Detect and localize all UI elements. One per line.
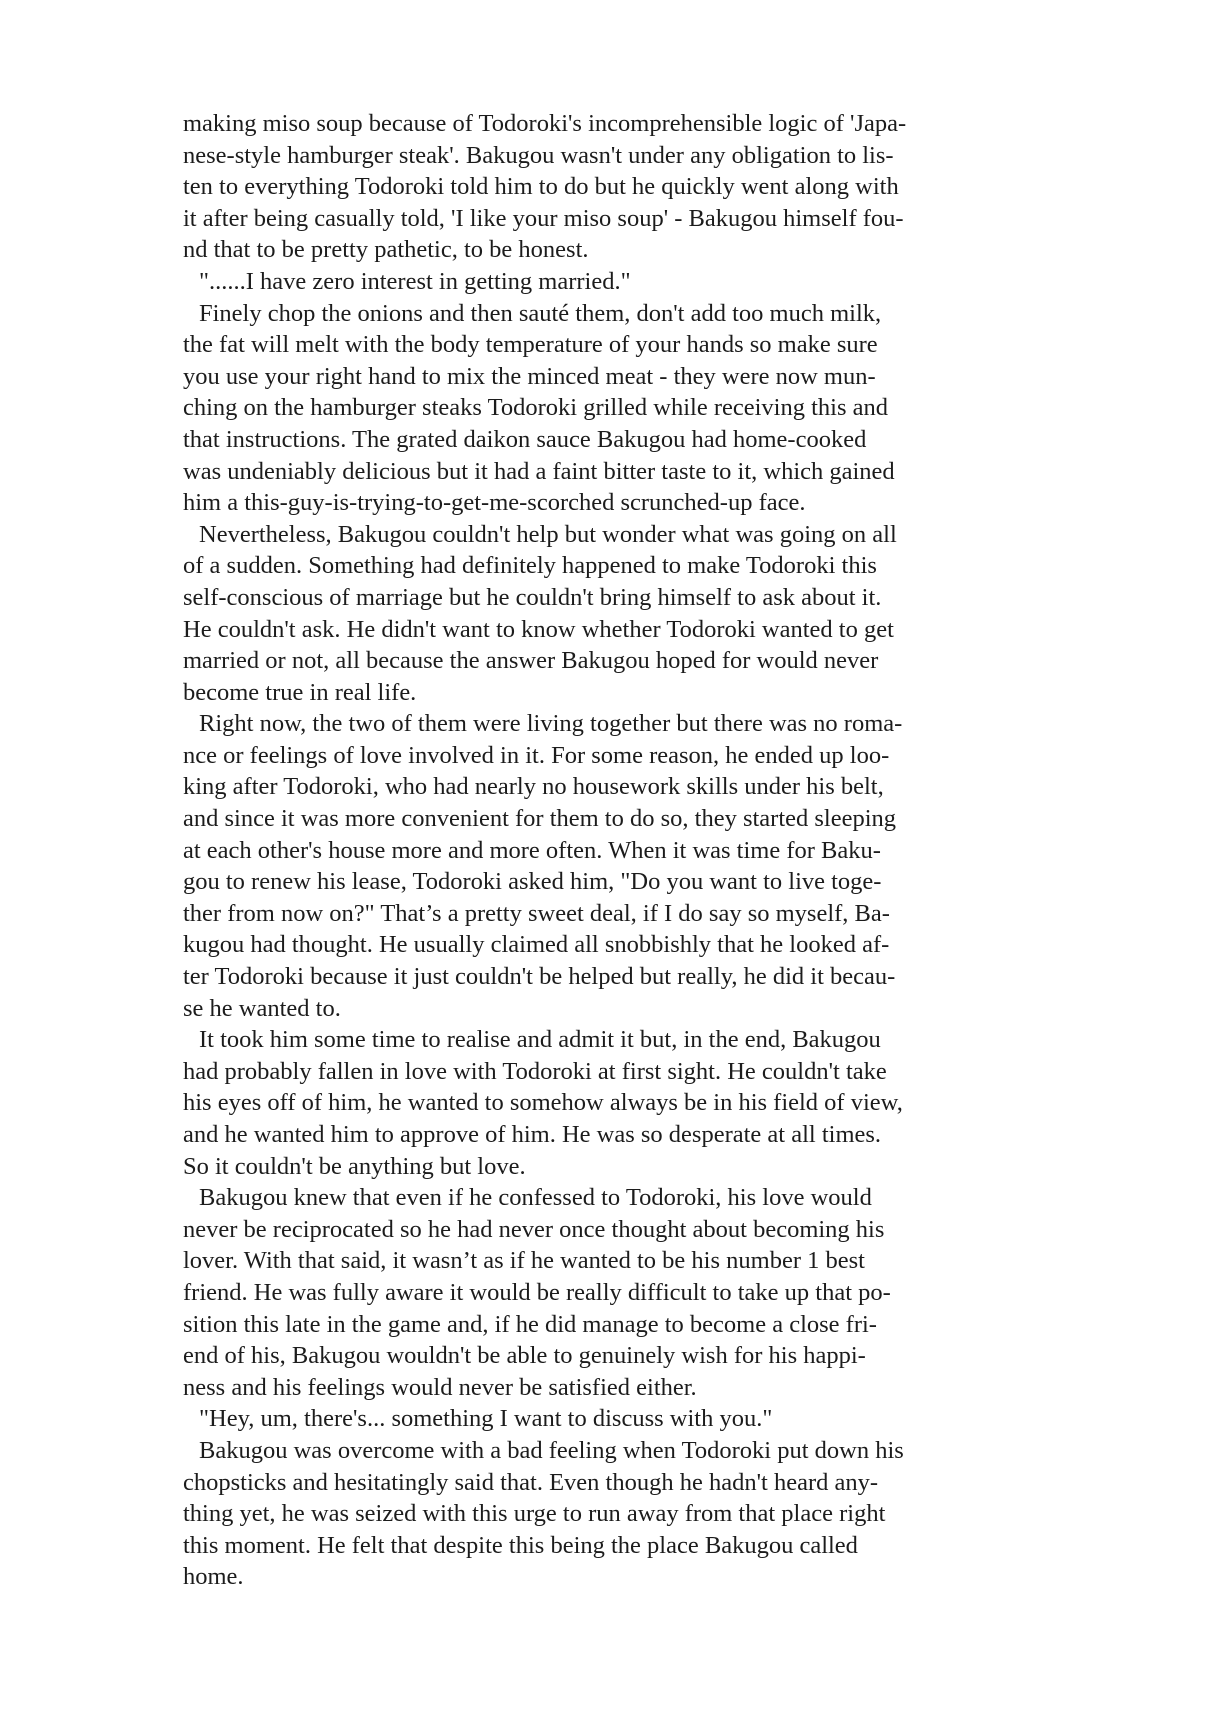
text-line: king after Todoroki, who had nearly no housework skills under his belt, — [183, 773, 884, 801]
text-line: Finely chop the onions and then sauté them, don't add too much milk, — [199, 299, 882, 327]
document-page — [183, 108, 1043, 1593]
text-line: at each other's house more and more often. When it was time for Baku- — [183, 836, 881, 864]
text-line: se he wanted to. — [183, 994, 341, 1022]
text-line: ther from now on?" That’s a pretty sweet deal, if I do say so myself, Ba- — [183, 899, 890, 927]
text-line: gou to renew his lease, Todoroki asked him, "Do you want to live toge- — [183, 868, 882, 896]
text-line: you use your right hand to mix the minced meat - they were now mun- — [183, 362, 876, 390]
text-line: thing yet, he was seized with this urge to run away from that place right — [183, 1500, 886, 1528]
text-line: home. — [183, 1563, 244, 1591]
text-line: ten to everything Todoroki told him to do but he quickly went along with — [183, 173, 899, 201]
text-line: sition this late in the game and, if he did manage to become a close fri- — [183, 1310, 877, 1338]
text-line: Right now, the two of them were living together but there was no roma- — [199, 710, 903, 738]
text-line: "Hey, um, there's... something I want to discuss with you." — [199, 1405, 773, 1433]
text-line: "......I have zero interest in getting married." — [199, 267, 631, 295]
text-line: it after being casually told, 'I like your miso soup' - Bakugou himself fou- — [183, 204, 904, 232]
text-line: of a sudden. Something had definitely happened to make Todoroki this — [183, 552, 877, 580]
text-line: Bakugou knew that even if he confessed to Todoroki, his love would — [199, 1184, 872, 1212]
text-line: ter Todoroki because it just couldn't be helped but really, he did it becau- — [183, 963, 896, 991]
text-line: never be reciprocated so he had never once thought about becoming his — [183, 1215, 885, 1243]
text-line: chopsticks and hesitatingly said that. Even though he hadn't heard any- — [183, 1468, 879, 1496]
text-line: was undeniably delicious but it had a faint bitter taste to it, which gained — [183, 457, 895, 485]
text-line: ness and his feelings would never be satisfied either. — [183, 1373, 697, 1401]
text-line: So it couldn't be anything but love. — [183, 1152, 526, 1180]
text-line: Bakugou was overcome with a bad feeling when Todoroki put down his — [199, 1436, 904, 1464]
text-line: friend. He was fully aware it would be really difficult to take up that po- — [183, 1278, 891, 1306]
text-line: lover. With that said, it wasn’t as if he wanted to be his number 1 best — [183, 1247, 865, 1275]
text-line: kugou had thought. He usually claimed all snobbishly that he looked af- — [183, 931, 890, 959]
text-line: making miso soup because of Todoroki's incomprehensible logic of 'Japa- — [183, 110, 907, 137]
text-line: He couldn't ask. He didn't want to know whether Todoroki wanted to get — [183, 615, 894, 643]
text-line: the fat will melt with the body temperature of your hands so make sure — [183, 331, 878, 359]
text-line: become true in real life. — [183, 678, 417, 706]
text-line: end of his, Bakugou wouldn't be able to genuinely wish for his happi- — [183, 1342, 866, 1370]
text-line: that instructions. The grated daikon sauce Bakugou had home-cooked — [183, 425, 867, 453]
text-line: nce or feelings of love involved in it. For some reason, he ended up loo- — [183, 741, 890, 769]
text-line: ching on the hamburger steaks Todoroki grilled while receiving this and — [183, 394, 888, 422]
text-line: married or not, all because the answer Bakugou hoped for would never — [183, 647, 879, 675]
text-line: and since it was more convenient for them to do so, they started sleeping — [183, 805, 897, 833]
text-line: his eyes off of him, he wanted to somehow always be in his field of view, — [183, 1089, 903, 1117]
text-line: this moment. He felt that despite this being the place Bakugou called — [183, 1531, 858, 1559]
text-line: him a this-guy-is-trying-to-get-me-scorched scrunched-up face. — [183, 489, 806, 517]
text-line: self-conscious of marriage but he couldn't bring himself to ask about it. — [183, 583, 882, 611]
text-line: nese-style hamburger steak'. Bakugou wasn't under any obligation to lis- — [183, 141, 894, 169]
text-line: It took him some time to realise and admit it but, in the end, Bakugou — [199, 1026, 881, 1054]
text-line: had probably fallen in love with Todoroki at first sight. He couldn't take — [183, 1057, 887, 1085]
text-line: Nevertheless, Bakugou couldn't help but wonder what was going on all — [199, 520, 897, 548]
text-line: nd that to be pretty pathetic, to be honest. — [183, 236, 589, 264]
text-line: and he wanted him to approve of him. He was so desperate at all times. — [183, 1121, 882, 1148]
